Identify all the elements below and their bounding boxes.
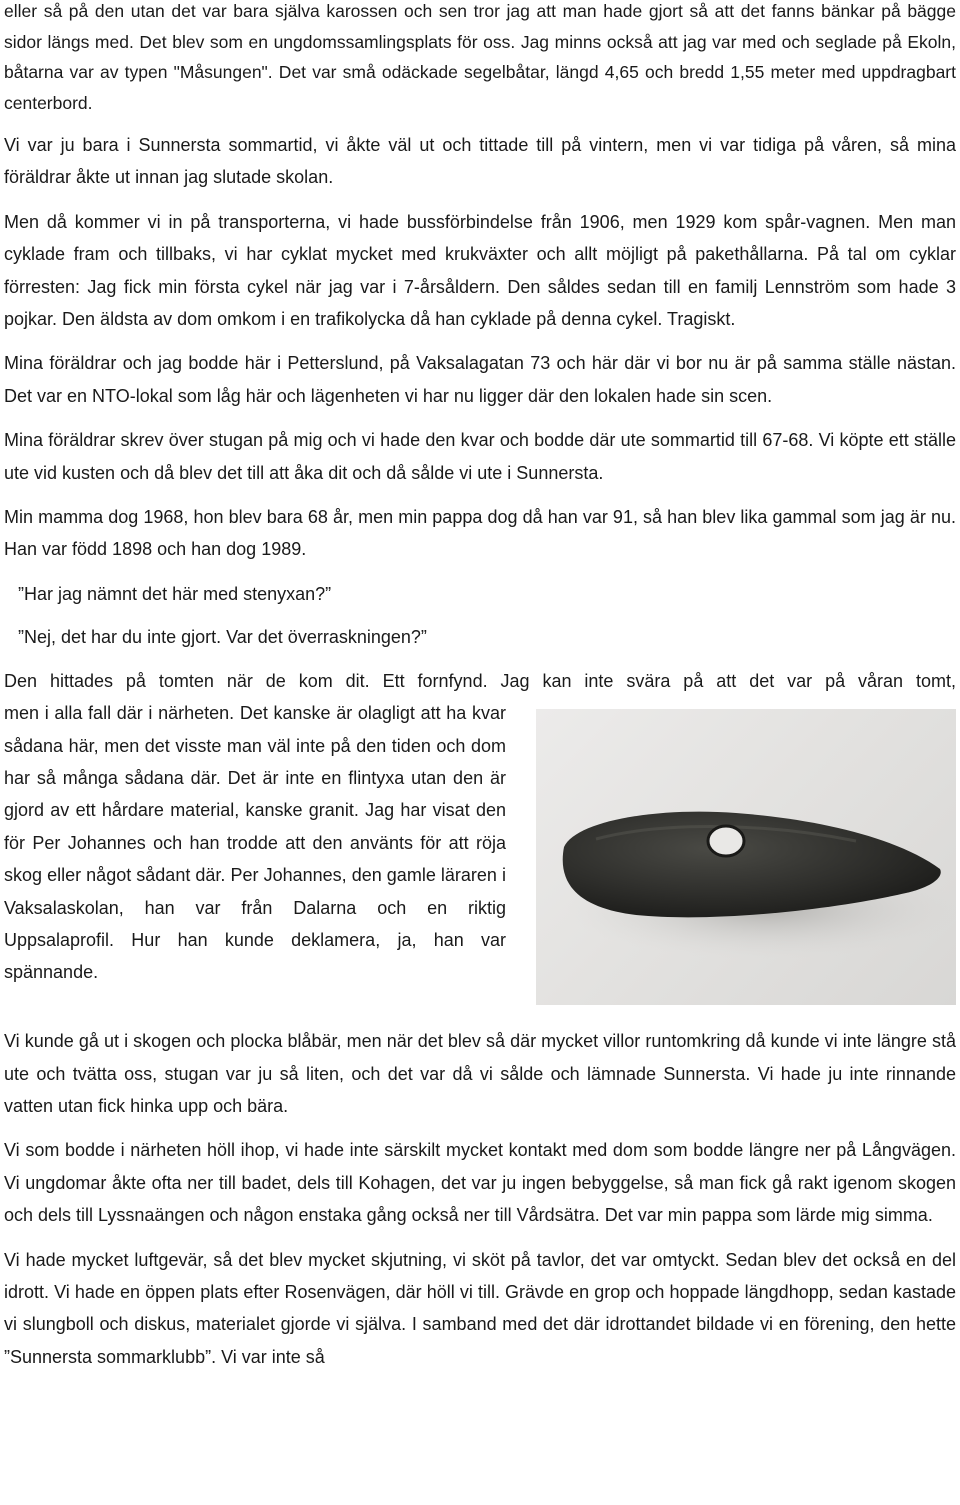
paragraph-blueberries: Vi kunde gå ut i skogen och plocka blåbär, men när det blev så där mycket villor runtomkring då kunde vi inte längre stå ute och tvätta oss, stugan var ju så liten, och det var då vi sålde och lämnade Sunnersta. Vi hade ju inte rinnande vatten utan fick hinka upp och bära. — [4, 1031, 956, 1116]
quote-question: ”Har jag nämnt det här med stenyxan?” — [18, 583, 332, 604]
paragraph-swimming: Vi som bodde i närheten höll ihop, vi hade inte särskilt mycket kontakt med dom som bodde längre ner på Långvägen. Vi ungdomar åkte ofta ner till badet, dels till Kohagen, det var ju ingen bebyggelse, så man fick gå rakt igenom skogen och dels till Lyssnaängen och någon enstaka gång också ner till Vårdsätra. Det var min pappa som lärde mig simma. — [4, 1140, 956, 1226]
document-page — [4, 0, 956, 1373]
paragraph-find-first-line: Den hittades på tomten när de kom dit. Ett fornfynd. Jag kan inte svära på att det var på våran tomt, — [4, 670, 956, 691]
stone-axe-illustration — [536, 709, 956, 1005]
quote-answer: ”Nej, det har du inte gjort. Var det överraskningen?” — [18, 627, 427, 648]
stone-axe-section — [4, 665, 956, 1013]
paragraph-transport: Men då kommer vi in på transporterna, vi hade bussförbindelse från 1906, men 1929 kom spår-vagnen. Men man cyklade fram och tillbaks, vi har cyklat mycket med krukväxter och allt möjligt på pakethållarna. På tal om cyklar förresten: Jag fick min första cykel när jag var i 7-årsåldern. Den såldes sedan till en familj Lennström som hade 3 pojkar. Den äldsta av dom omkom i en trafikolycka då han cyklade på denna cykel. Tragiskt. — [4, 211, 956, 330]
paragraph-sailing: eller så på den utan det var bara själva karossen och sen tror jag att man hade gjort så att det fanns bänkar på bägge sidor längs med. Det blev som en ungdomssamlingsplats för oss. Jag minns också att jag var med och seglade på Ekoln, båtarna var av typen "Måsungen". Det var små odäckade segelbåtar, längd 4,65 och bredd 1,55 meter med uppdragbart centerbord. — [4, 1, 956, 113]
paragraph-find-rest: men i alla fall där i närheten. Det kanske är olagligt att ha kvar sådana här, men det visste man väl inte på den tiden och dom har så många sådana där. Det är inte en flintyxa utan den är gjord av ett hårdare material, kanske granit. Jag har visat den för Per Johannes och han trodde att den använts för att röja skog eller något sådant där. Per Johannes, den gamle läraren i Vaksalaskolan, han var från Dalarna och en riktig Uppsalaprofil. Hur han kunde deklamera, ja, han var spännande. — [4, 703, 506, 983]
paragraph-sports: Vi hade mycket luftgevär, så det blev mycket skjutning, vi sköt på tavlor, det var omtyckt. Sedan blev det också en del idrott. Vi hade en öppen plats efter Rosenvägen, där höll vi till. Grävde en grop och hoppade längdhopp, sedan kastade vi slungboll och diskus, materialet gjorde vi själva. I samband med det där idrottandet bildade vi en förening, den hette ”Sunnersta sommarklubb”. Vi var inte så — [4, 1249, 956, 1367]
paragraph-cottage: Mina föräldrar skrev över stugan på mig och vi hade den kvar och bodde där ute sommartid till 67-68. Vi köpte ett ställe ute vid kusten och då blev det till att åka dit och då sålde vi ute i Sunnersta. — [4, 430, 956, 483]
paragraph-sunnersta-summers: Vi var ju bara i Sunnersta sommartid, vi åkte väl ut och tittade till på vintern, men vi var tidiga på våren, så mina föräldrar åkte ut innan jag slutade skolan. — [4, 135, 956, 188]
paragraph-petterslund: Mina föräldrar och jag bodde här i Petterslund, på Vaksalagatan 73 och här där vi bor nu är på samma ställe nästan. Det var en NTO-lokal som låg här och lägenheten vi har nu ligger där den lokalen hade sin scen. — [4, 353, 956, 406]
paragraph-parents: Min mamma dog 1968, hon blev bara 68 år, men min pappa dog då han var 91, så han blev lika gammal som jag är nu. Han var född 1898 och han dog 1989. — [4, 507, 956, 560]
stone-axe-photo-icon — [536, 709, 956, 1005]
